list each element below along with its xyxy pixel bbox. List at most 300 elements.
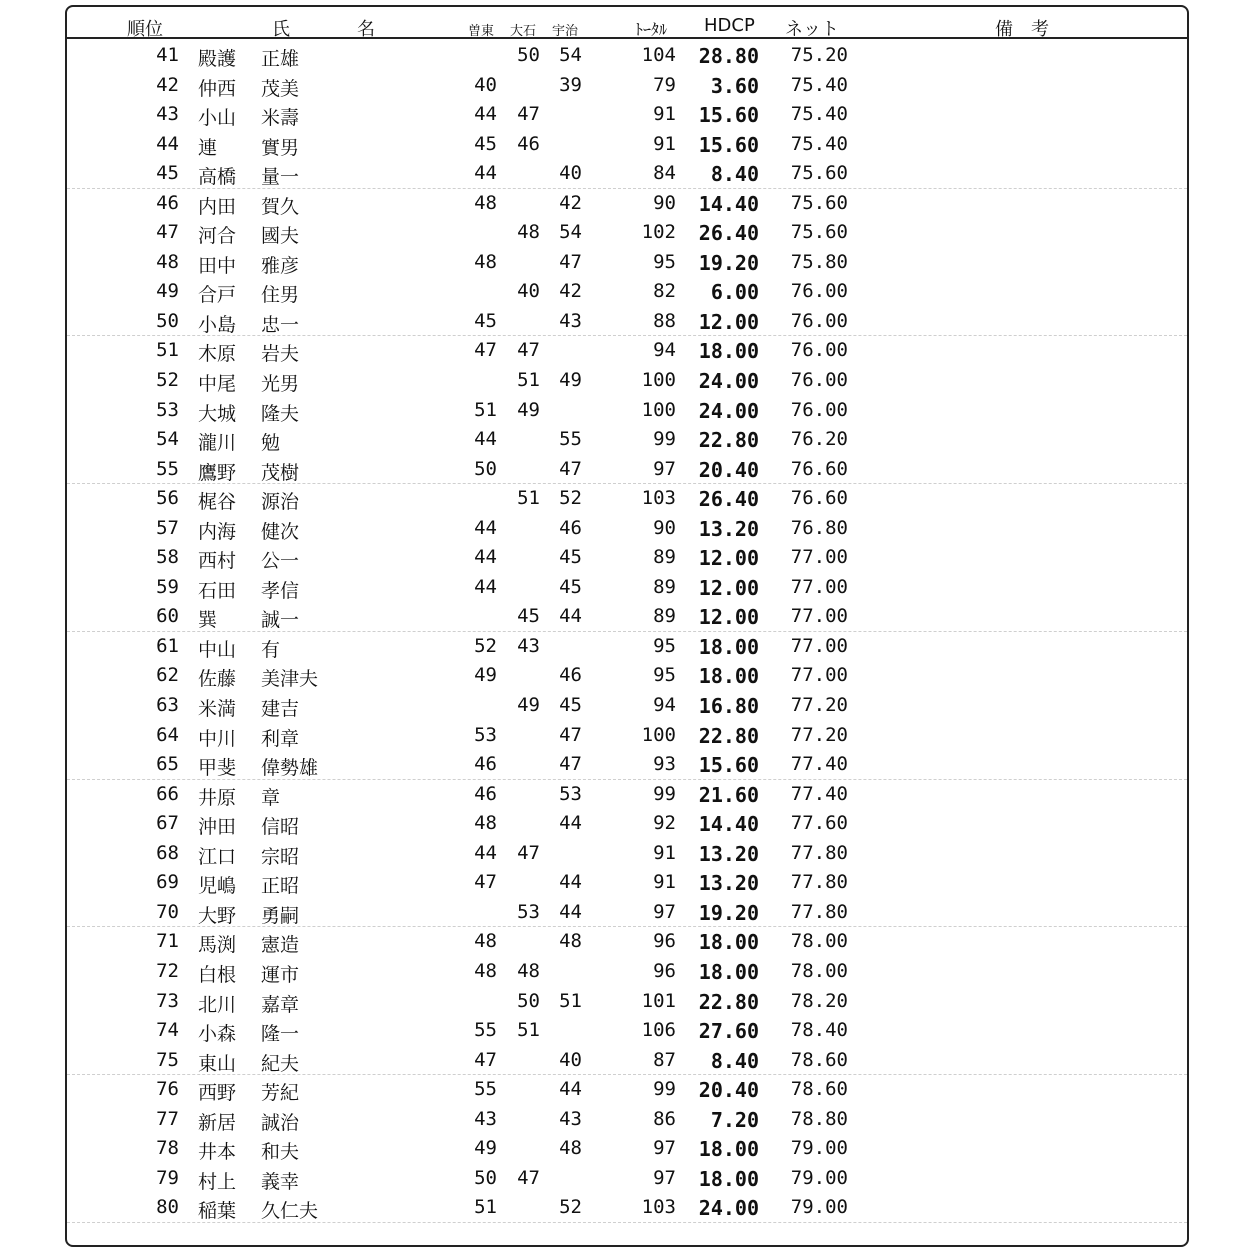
rank-cell: 60 [156, 605, 179, 628]
total-cell: 97 [653, 1137, 676, 1160]
hdcp-cell: 19.20 [698, 250, 759, 275]
total-cell: 90 [653, 516, 676, 539]
rank-cell: 77 [156, 1107, 179, 1130]
course1-score-cell: 46 [474, 753, 497, 776]
surname-cell: 高橋 [198, 166, 237, 189]
total-cell: 90 [653, 191, 676, 214]
table-row [67, 602, 1187, 632]
rank-cell: 56 [156, 487, 179, 510]
course1-score-cell: 49 [474, 664, 497, 687]
hdcp-cell: 27.60 [698, 1019, 759, 1044]
table-row [67, 189, 1187, 219]
total-cell: 94 [653, 694, 676, 717]
total-cell: 96 [653, 959, 676, 982]
rank-cell: 64 [156, 723, 179, 746]
hdcp-cell: 22.80 [698, 989, 759, 1014]
hdcp-cell: 12.00 [698, 546, 759, 571]
surname-cell: 中尾 [198, 373, 237, 396]
rank-cell: 48 [156, 250, 179, 273]
course1-score-cell: 49 [474, 1137, 497, 1160]
rank-cell: 44 [156, 132, 179, 155]
course1-score-cell: 52 [474, 634, 497, 657]
hdcp-cell: 13.20 [698, 841, 759, 866]
course2-score-cell: 47 [517, 339, 540, 362]
course3-score-cell: 45 [559, 694, 582, 717]
course1-score-cell: 45 [474, 309, 497, 332]
given-name-cell: 芳紀 [261, 1082, 300, 1105]
total-cell: 93 [653, 753, 676, 776]
hdcp-cell: 12.00 [698, 605, 759, 630]
hdcp-cell: 15.60 [698, 753, 759, 778]
total-cell: 102 [641, 221, 676, 244]
given-name-cell: 正昭 [261, 875, 300, 898]
net-cell: 75.40 [790, 132, 848, 155]
given-name-cell: 章 [261, 786, 281, 809]
table-row [67, 1105, 1187, 1135]
hdcp-cell: 15.60 [698, 103, 759, 128]
rank-cell: 70 [156, 900, 179, 923]
rank-cell: 68 [156, 841, 179, 864]
total-cell: 82 [653, 280, 676, 303]
table-row [67, 41, 1187, 71]
given-name-cell: 健次 [261, 520, 300, 543]
given-name-cell: 有 [261, 638, 281, 661]
rank-cell: 49 [156, 280, 179, 303]
course1-score-cell: 53 [474, 723, 497, 746]
table-row [67, 780, 1187, 810]
rank-cell: 75 [156, 1048, 179, 1071]
given-name-cell: 義幸 [261, 1170, 300, 1193]
surname-cell: 巽 [198, 609, 237, 632]
given-name-cell: 建吉 [261, 698, 300, 721]
table-row [67, 1046, 1187, 1076]
given-name-cell: 量一 [261, 166, 300, 189]
course3-score-cell: 44 [559, 871, 582, 894]
rank-cell: 80 [156, 1196, 179, 1219]
table-header [67, 7, 1187, 39]
given-name-cell: 宗昭 [261, 845, 300, 868]
header-remarks: 備 考 [995, 19, 1049, 40]
total-cell: 79 [653, 73, 676, 96]
table-row [67, 277, 1187, 307]
course1-score-cell: 47 [474, 339, 497, 362]
hdcp-cell: 19.20 [698, 900, 759, 925]
net-cell: 79.00 [790, 1166, 848, 1189]
hdcp-cell: 18.00 [698, 339, 759, 364]
rank-cell: 54 [156, 428, 179, 451]
given-name-cell: 隆一 [261, 1023, 300, 1046]
net-cell: 76.80 [790, 516, 848, 539]
surname-cell: 小島 [198, 313, 237, 336]
net-cell: 76.00 [790, 369, 848, 392]
surname-cell: 瀧川 [198, 432, 237, 455]
surname-cell: 沖田 [198, 816, 237, 839]
course2-score-cell: 50 [517, 44, 540, 66]
course2-score-cell: 51 [517, 369, 540, 392]
course1-score-cell: 48 [474, 250, 497, 273]
table-row [67, 455, 1187, 485]
net-cell: 78.80 [790, 1107, 848, 1130]
course3-score-cell: 44 [559, 1078, 582, 1101]
course1-score-cell: 48 [474, 959, 497, 982]
course3-score-cell: 47 [559, 753, 582, 776]
given-name-cell: 信昭 [261, 816, 300, 839]
total-cell: 87 [653, 1048, 676, 1071]
table-row [67, 159, 1187, 189]
hdcp-cell: 20.40 [698, 1078, 759, 1103]
course3-score-cell: 53 [559, 782, 582, 805]
surname-cell: 合戸 [198, 284, 237, 307]
net-cell: 76.20 [790, 428, 848, 451]
table-row [67, 987, 1187, 1017]
surname-cell: 江口 [198, 845, 237, 868]
total-cell: 88 [653, 309, 676, 332]
course3-score-cell: 52 [559, 1196, 582, 1219]
hdcp-cell: 6.00 [710, 280, 759, 305]
total-cell: 103 [641, 1196, 676, 1219]
table-row [67, 248, 1187, 278]
total-cell: 89 [653, 575, 676, 598]
given-name-cell: 和夫 [261, 1141, 300, 1164]
course1-score-cell: 50 [474, 1166, 497, 1189]
course1-score-cell: 48 [474, 930, 497, 953]
surname-cell: 石田 [198, 579, 237, 602]
table-row [67, 573, 1187, 603]
surname-cell: 馬渕 [198, 934, 237, 957]
given-name-cell: 孝信 [261, 579, 300, 602]
given-name-cell: 源治 [261, 491, 300, 514]
surname-cell: 東山 [198, 1052, 237, 1075]
surname-cell: 殿護 [198, 48, 237, 70]
hdcp-cell: 8.40 [710, 162, 759, 187]
surname-cell: 大城 [198, 402, 237, 425]
hdcp-cell: 20.40 [698, 457, 759, 482]
course3-score-cell: 44 [559, 605, 582, 628]
given-name-cell: 隆夫 [261, 402, 300, 425]
hdcp-cell: 18.00 [698, 664, 759, 689]
net-cell: 75.60 [790, 221, 848, 244]
given-name-cell: 住男 [261, 284, 300, 307]
total-cell: 91 [653, 871, 676, 894]
course3-score-cell: 54 [559, 221, 582, 244]
course1-score-cell: 46 [474, 782, 497, 805]
total-cell: 104 [641, 44, 676, 66]
given-name-cell: 憲造 [261, 934, 300, 957]
given-name-cell: 茂樹 [261, 461, 300, 484]
course3-score-cell: 51 [559, 989, 582, 1012]
rank-cell: 59 [156, 575, 179, 598]
total-cell: 99 [653, 1078, 676, 1101]
net-cell: 77.40 [790, 753, 848, 776]
results-table-body [67, 41, 1187, 1223]
course2-score-cell: 40 [517, 280, 540, 303]
course2-score-cell: 50 [517, 989, 540, 1012]
total-cell: 89 [653, 546, 676, 569]
net-cell: 77.00 [790, 664, 848, 687]
given-name-cell: 運市 [261, 963, 300, 986]
table-row [67, 750, 1187, 780]
surname-cell: 小森 [198, 1023, 237, 1046]
table-row [67, 366, 1187, 396]
table-row [67, 130, 1187, 160]
net-cell: 75.60 [790, 162, 848, 185]
given-name-cell: 茂美 [261, 77, 300, 100]
given-name-cell: 雅彦 [261, 254, 300, 277]
total-cell: 95 [653, 250, 676, 273]
course3-score-cell: 46 [559, 664, 582, 687]
net-cell: 78.60 [790, 1078, 848, 1101]
course2-score-cell: 47 [517, 103, 540, 126]
course1-score-cell: 40 [474, 73, 497, 96]
given-name-cell: 勇嗣 [261, 904, 300, 927]
course3-score-cell: 45 [559, 575, 582, 598]
course3-score-cell: 47 [559, 723, 582, 746]
course1-score-cell: 55 [474, 1019, 497, 1042]
table-row [67, 1016, 1187, 1046]
header-course1: 曽東 [468, 24, 495, 39]
course2-score-cell: 48 [517, 221, 540, 244]
course3-score-cell: 42 [559, 280, 582, 303]
table-row [67, 691, 1187, 721]
hdcp-cell: 18.00 [698, 1137, 759, 1162]
given-name-cell: 誠治 [261, 1111, 300, 1134]
surname-cell: 中山 [198, 638, 237, 661]
surname-cell: 仲西 [198, 77, 237, 100]
course3-score-cell: 45 [559, 546, 582, 569]
course3-score-cell: 46 [559, 516, 582, 539]
surname-cell: 白根 [198, 963, 237, 986]
rank-cell: 55 [156, 457, 179, 480]
hdcp-cell: 12.00 [698, 575, 759, 600]
net-cell: 79.00 [790, 1137, 848, 1160]
net-cell: 78.00 [790, 959, 848, 982]
rank-cell: 51 [156, 339, 179, 362]
rank-cell: 71 [156, 930, 179, 953]
net-cell: 77.80 [790, 841, 848, 864]
hdcp-cell: 24.00 [698, 1196, 759, 1221]
given-name-cell: 偉勢雄 [261, 757, 319, 780]
rank-cell: 62 [156, 664, 179, 687]
table-row [67, 1193, 1187, 1223]
table-row [67, 839, 1187, 869]
table-row [67, 218, 1187, 248]
course2-score-cell: 51 [517, 1019, 540, 1042]
surname-cell: 西村 [198, 550, 237, 573]
course3-score-cell: 47 [559, 250, 582, 273]
rank-cell: 57 [156, 516, 179, 539]
hdcp-cell: 22.80 [698, 723, 759, 748]
course2-score-cell: 49 [517, 694, 540, 717]
course3-score-cell: 44 [559, 900, 582, 923]
course1-score-cell: 44 [474, 103, 497, 126]
net-cell: 77.20 [790, 723, 848, 746]
course2-score-cell: 51 [517, 487, 540, 510]
hdcp-cell: 26.40 [698, 487, 759, 512]
total-cell: 103 [641, 487, 676, 510]
hdcp-cell: 24.00 [698, 369, 759, 394]
rank-cell: 63 [156, 694, 179, 717]
rank-cell: 43 [156, 103, 179, 126]
net-cell: 76.60 [790, 457, 848, 480]
hdcp-cell: 12.00 [698, 309, 759, 334]
net-cell: 76.00 [790, 309, 848, 332]
total-cell: 100 [641, 398, 676, 421]
rank-cell: 69 [156, 871, 179, 894]
course3-score-cell: 43 [559, 1107, 582, 1130]
rank-cell: 72 [156, 959, 179, 982]
net-cell: 78.20 [790, 989, 848, 1012]
hdcp-cell: 15.60 [698, 132, 759, 157]
total-cell: 95 [653, 634, 676, 657]
course1-score-cell: 50 [474, 457, 497, 480]
course1-score-cell: 43 [474, 1107, 497, 1130]
given-name-cell: 光男 [261, 373, 300, 396]
course1-score-cell: 45 [474, 132, 497, 155]
total-cell: 96 [653, 930, 676, 953]
total-cell: 97 [653, 457, 676, 480]
course1-score-cell: 55 [474, 1078, 497, 1101]
course1-score-cell: 51 [474, 1196, 497, 1219]
course1-score-cell: 48 [474, 812, 497, 835]
net-cell: 77.00 [790, 546, 848, 569]
surname-cell: 西野 [198, 1082, 237, 1105]
table-row [67, 100, 1187, 130]
surname-cell: 大野 [198, 904, 237, 927]
course1-score-cell: 44 [474, 428, 497, 451]
rank-cell: 52 [156, 369, 179, 392]
rank-cell: 42 [156, 73, 179, 96]
surname-cell: 中川 [198, 727, 237, 750]
given-name-cell: 岩夫 [261, 343, 300, 366]
given-name-cell: 國夫 [261, 225, 300, 248]
table-row [67, 927, 1187, 957]
course2-score-cell: 47 [517, 841, 540, 864]
header-rank: 順位 [127, 19, 163, 40]
net-cell: 75.20 [790, 44, 848, 66]
hdcp-cell: 18.00 [698, 959, 759, 984]
rank-cell: 61 [156, 634, 179, 657]
surname-cell: 佐藤 [198, 668, 237, 691]
surname-cell: 木原 [198, 343, 237, 366]
net-cell: 78.40 [790, 1019, 848, 1042]
course1-score-cell: 44 [474, 575, 497, 598]
table-row [67, 71, 1187, 101]
course3-score-cell: 40 [559, 1048, 582, 1071]
header-course3: 宇治 [552, 24, 579, 39]
table-row [67, 543, 1187, 573]
hdcp-cell: 13.20 [698, 871, 759, 896]
total-cell: 91 [653, 841, 676, 864]
table-row [67, 336, 1187, 366]
course2-score-cell: 53 [517, 900, 540, 923]
total-cell: 100 [641, 723, 676, 746]
hdcp-cell: 24.00 [698, 398, 759, 423]
table-row [67, 1134, 1187, 1164]
hdcp-cell: 18.00 [698, 930, 759, 955]
table-row [67, 898, 1187, 928]
course1-score-cell: 44 [474, 162, 497, 185]
hdcp-cell: 7.20 [710, 1107, 759, 1132]
course2-score-cell: 45 [517, 605, 540, 628]
net-cell: 75.80 [790, 250, 848, 273]
net-cell: 78.00 [790, 930, 848, 953]
course2-score-cell: 47 [517, 1166, 540, 1189]
rank-cell: 73 [156, 989, 179, 1012]
total-cell: 97 [653, 1166, 676, 1189]
course2-score-cell: 49 [517, 398, 540, 421]
surname-cell: 内海 [198, 520, 237, 543]
hdcp-cell: 26.40 [698, 221, 759, 246]
net-cell: 75.40 [790, 73, 848, 96]
rank-cell: 58 [156, 546, 179, 569]
rank-cell: 74 [156, 1019, 179, 1042]
given-name-cell: 實男 [261, 136, 300, 159]
total-cell: 95 [653, 664, 676, 687]
net-cell: 77.00 [790, 634, 848, 657]
table-row [67, 632, 1187, 662]
total-cell: 84 [653, 162, 676, 185]
surname-cell: 河合 [198, 225, 237, 248]
table-row [67, 514, 1187, 544]
table-row [67, 484, 1187, 514]
given-name-cell: 嘉章 [261, 993, 300, 1016]
hdcp-cell: 16.80 [698, 694, 759, 719]
course2-score-cell: 46 [517, 132, 540, 155]
given-name-cell: 誠一 [261, 609, 300, 632]
total-cell: 91 [653, 132, 676, 155]
surname-cell: 甲斐 [198, 757, 237, 780]
total-cell: 94 [653, 339, 676, 362]
given-name-cell: 公一 [261, 550, 300, 573]
net-cell: 76.00 [790, 339, 848, 362]
total-cell: 97 [653, 900, 676, 923]
given-name-cell: 久仁夫 [261, 1200, 319, 1223]
course1-score-cell: 44 [474, 841, 497, 864]
rank-cell: 53 [156, 398, 179, 421]
net-cell: 76.60 [790, 487, 848, 510]
total-cell: 101 [641, 989, 676, 1012]
hdcp-cell: 28.80 [698, 44, 759, 68]
course1-score-cell: 47 [474, 871, 497, 894]
hdcp-cell: 14.40 [698, 191, 759, 216]
rank-cell: 65 [156, 753, 179, 776]
rank-cell: 46 [156, 191, 179, 214]
hdcp-cell: 22.80 [698, 428, 759, 453]
net-cell: 77.60 [790, 812, 848, 835]
surname-cell: 連 [198, 136, 237, 159]
table-row [67, 721, 1187, 751]
total-cell: 91 [653, 103, 676, 126]
header-total: ﾄｰﾀﾙ [635, 20, 668, 39]
course3-score-cell: 52 [559, 487, 582, 510]
course1-score-cell: 51 [474, 398, 497, 421]
course3-score-cell: 49 [559, 369, 582, 392]
table-row [67, 809, 1187, 839]
rank-cell: 76 [156, 1078, 179, 1101]
rank-cell: 47 [156, 221, 179, 244]
surname-cell: 井本 [198, 1141, 237, 1164]
course3-score-cell: 39 [559, 73, 582, 96]
hdcp-cell: 14.40 [698, 812, 759, 837]
course3-score-cell: 40 [559, 162, 582, 185]
surname-cell: 梶谷 [198, 491, 237, 514]
total-cell: 92 [653, 812, 676, 835]
table-row [67, 307, 1187, 337]
hdcp-cell: 18.00 [698, 634, 759, 659]
total-cell: 106 [641, 1019, 676, 1042]
rank-cell: 66 [156, 782, 179, 805]
header-course2: 大石 [510, 24, 537, 39]
